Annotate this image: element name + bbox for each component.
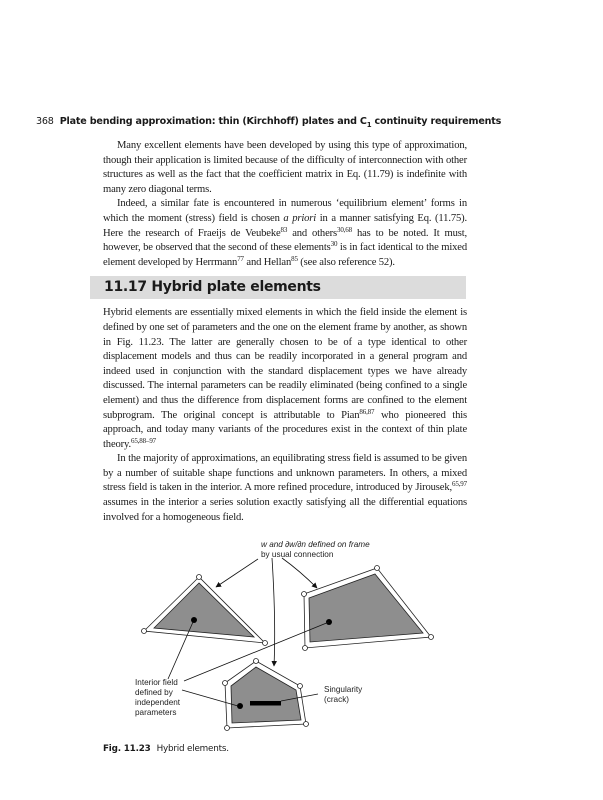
header-title: Plate bending approximation: thin (Kirchhoff) plates and C	[59, 116, 367, 127]
paragraph: Many excellent elements have been developed by using this type of approximation, though their application is limited because of the difficulty of interconnection with other structures as well as the fact that the coefficient matrix in Eq. (11.79) is indefinite with many zero diagonal terms.	[103, 140, 467, 195]
running-header	[36, 116, 501, 129]
quad-element	[304, 568, 431, 648]
singularity-label: Singularity (crack)	[324, 685, 363, 705]
section-text	[103, 306, 467, 525]
paragraph: Indeed, a similar fate is encountered in numerous ‘equilibrium element’ forms in which the moment (stress) field is chosen a priori in a manner satisfying Eq. (11.75). Here the research of Fraeijs de Veubeke$^{83}$ and others$^{30,68}$ has to be noted. It must, however, be observed that the second of these elements$^{30}$ is in fact identical to the mixed element developed by Herrmann$^{77}$ and Hellan$^{85}$ (see also reference 52).	[103, 198, 467, 268]
section-heading	[90, 276, 466, 299]
triangle-element	[144, 577, 265, 643]
interior-field-label: Interior field defined by independent parameters	[135, 678, 181, 718]
figure-caption: Fig. 11.23 Hybrid elements.	[103, 744, 229, 755]
crack-bar	[250, 701, 281, 706]
header-title-end: continuity requirements	[371, 116, 502, 127]
frame-label: w and ∂w/∂n defined on frame by usual connection	[261, 540, 370, 560]
pentagon-element	[225, 661, 306, 728]
paragraph: In the majority of approximations, an equilibrating stress field is assumed to be given by a number of suitable shape functions and unknown parameters. In others, a mixed stress field is taken in the interior. A more refined procedure, introduced by Jirousek,$^{65,97}$ assumes in the interior a series solution exactly satisfying all the differential equations involved for a homogeneous field.	[103, 453, 467, 523]
intro-text	[103, 139, 467, 270]
section-title: 11.17 Hybrid plate elements	[104, 279, 321, 296]
page-number: 368	[36, 116, 54, 127]
figure-hybrid-elements	[0, 535, 603, 740]
text-column	[103, 139, 467, 754]
header-subscript: 1	[366, 120, 372, 129]
paragraph: Hybrid elements are essentially mixed elements in which the field inside the element is defined by one set of parameters and the one on the element frame by another, as shown in Fig. 11.23. The latter are generally chosen to be of a type identical to other displacement models and thus can be readily incorporated in a general program and indeed used in conjunction with the standard displacement types we have already discussed. The internal parameters can be readily eliminated (being confined to a single element) and thus the difference from displacement forms are confined to the element subprogram. The original concept is attributable to Pian$^{86,87}$ who pioneered this approach, and today many variants of the procedures exist in the context of thin plate theory.$^{65,88-97}$	[103, 307, 467, 450]
figure-area	[103, 535, 467, 740]
